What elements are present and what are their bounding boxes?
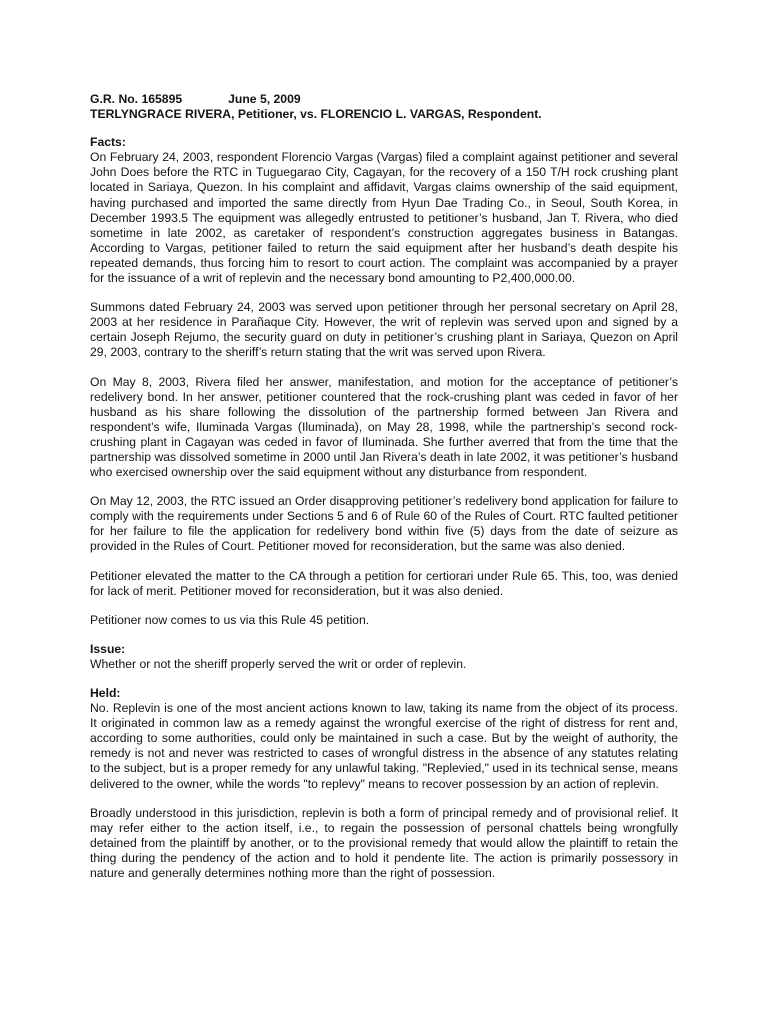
document-page — [90, 92, 678, 895]
facts-paragraph-2: Summons dated February 24, 2003 was served upon petitioner through her personal secretary on April 28, 2003 at her residence in Parañaque City. However, the writ of replevin was served upon and signed by a certain Joseph Rejumo, the security guard on duty in petitioner’s crushing plant in Sariaya, Quezon on April 29, 2003, contrary to the sheriff’s return stating that the writ was served upon Rivera. — [90, 300, 678, 360]
facts-paragraph-6: Petitioner now comes to us via this Rule 45 petition. — [90, 612, 370, 627]
facts-paragraph-3: On May 8, 2003, Rivera filed her answer, manifestation, and motion for the acceptance of petitioner’s redelivery bond. In her answer, petitioner countered that the rock-crushing plant was ceded in favor of her husband as his share following the dissolution of the partnership formed between Jan Rivera and respondent’s wife, Iluminada Vargas (Iluminada), on May 28, 1998, while the partnership’s second rock-crushing plant in Cagayan was ceded in favor of Iluminada. She further averred that from the time that the partnership was dissolved sometime in 2000 until Jan Rivera’s death in late 2002, it was petitioner’s husband who exercised ownership over the said equipment without any disturbance from respondent. — [90, 374, 678, 480]
issue-text: Whether or not the sheriff properly served the writ or order of replevin. — [90, 656, 467, 671]
facts-paragraph-4: On May 12, 2003, the RTC issued an Order disapproving petitioner’s redelivery bond application for failure to comply with the requirements under Sections 5 and 6 of Rule 60 of the Rules of Court. RTC faulted petitioner for her failure to file the application for redelivery bond within five (5) days from the date of seizure as provided in the Rules of Court. Petitioner moved for reconsideration, but the same was also denied. — [90, 494, 678, 554]
case-date: June 5, 2009 — [228, 92, 301, 106]
facts-paragraph-1: On February 24, 2003, respondent Florencio Vargas (Vargas) filed a complaint against petitioner and several John Does before the RTC in Tuguegarao City, Cagayan, for the recovery of a 150 T/H rock crushing plant located in Sariaya, Quezon. In his complaint and affidavit, Vargas claims ownership of the said equipment, having purchased and imported the same directly from Hyun Dae Trading Co., in Seoul, South Korea, in December 1993.5 The equipment was allegedly entrusted to petitioner’s husband, Jan T. Rivera, who died sometime in late 2002, as caretaker of respondent’s construction aggregates business in Batangas. According to Vargas, petitioner failed to return the said equipment after her husband’s death despite his repeated demands, thus forcing him to resort to court action. The complaint was accompanied by a prayer for the issuance of a writ of replevin and the necessary bond amounting to P2,400,000.00. — [90, 150, 678, 286]
held-paragraph-2: Broadly understood in this jurisdiction, replevin is both a form of principal remedy and of provisional relief. It may refer either to the action itself, i.e., to regain the possession of personal chattels being wrongfully detained from the plaintiff by another, or to the provisional remedy that would allow the plaintiff to retain the thing during the pendency of the action and to hold it pendente lite. The action is primarily possessory in nature and generally determines nothing more than the right of possession. — [90, 805, 678, 881]
held-paragraph-1: No. Replevin is one of the most ancient actions known to law, taking its name from the object of its process. It originated in common law as a remedy against the wrongful exercise of the right of distress for rent and, according to some authorities, could only be maintained in such a case. But by the weight of authority, the remedy is not and never was restricted to cases of wrongful distress in the absence of any statutes relating to the subject, but is a proper remedy for any unlawful taking. "Replevied," used in its technical sense, means delivered to the owner, while the words "to replevy" means to recover possession by an action of replevin. — [90, 701, 678, 791]
facts-heading: Facts: — [90, 135, 126, 150]
issue-section — [90, 642, 678, 672]
case-number-line — [90, 92, 678, 107]
issue-heading: Issue: — [90, 641, 126, 656]
case-title: TERLYNGRACE RIVERA, Petitioner, vs. FLORENCIO L. VARGAS, Respondent. — [90, 107, 542, 122]
held-heading: Held: — [90, 686, 121, 700]
case-number: G.R. No. 165895 — [90, 92, 183, 106]
facts-paragraph-5: Petitioner elevated the matter to the CA through a petition for certiorari under Rule 65. This, too, was denied for lack of merit. Petitioner moved for reconsideration, but it was also denied. — [90, 568, 678, 598]
